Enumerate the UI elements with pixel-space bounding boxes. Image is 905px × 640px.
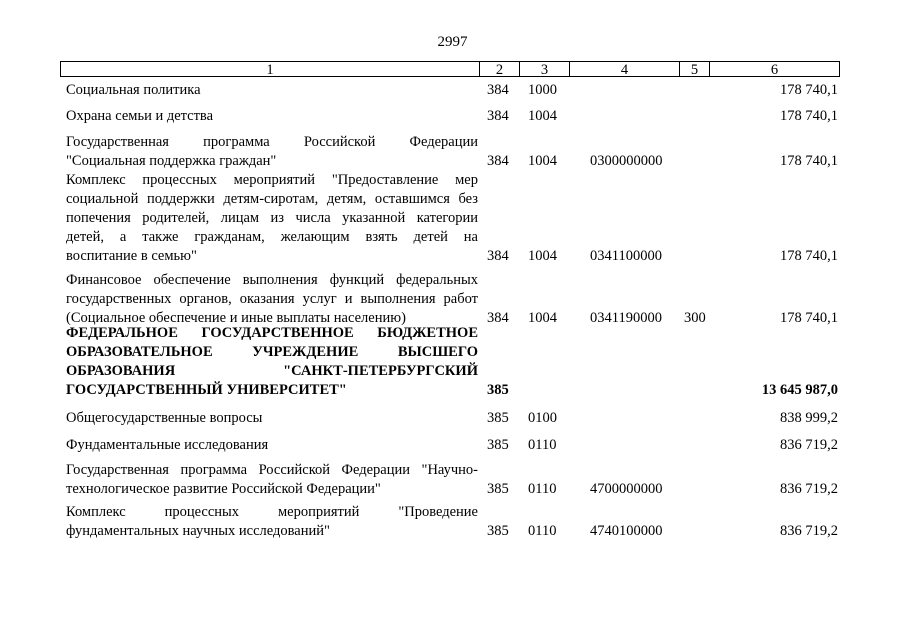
cell-c3: 0110 (528, 523, 557, 539)
cell-c3: 0110 (528, 481, 557, 497)
column-header-5: 5 (680, 61, 710, 77)
cell-c3: 0110 (528, 437, 557, 453)
row-name-line: социальной поддержки детям-сиротам, детям, оставшимся без (66, 191, 478, 207)
cell-c3: 1000 (528, 82, 557, 98)
cell-c3: 1004 (528, 248, 557, 264)
cell-c2: 384 (487, 108, 509, 124)
row-name-line: Социальная политика (66, 82, 201, 98)
row-name (66, 503, 478, 541)
row-name-line: ФЕДЕРАЛЬНОЕ ГОСУДАРСТВЕННОЕ БЮДЖЕТНОЕ (66, 325, 478, 341)
cell-c6: 178 740,1 (780, 248, 838, 264)
cell-c4: 4740100000 (590, 523, 663, 539)
column-header-1: 1 (60, 61, 480, 77)
row-name (66, 107, 478, 126)
row-name-line: Охрана семьи и детства (66, 108, 214, 124)
row-name (66, 461, 478, 499)
row-name-line: государственных органов, оказания услуг и выполнения работ (66, 291, 478, 307)
cell-c6: 178 740,1 (780, 153, 838, 169)
page-number: 2997 (437, 34, 468, 50)
cell-c6: 178 740,1 (780, 82, 838, 98)
cell-c6: 836 719,2 (780, 481, 838, 497)
cell-c2: 385 (487, 481, 509, 497)
row-name-line: технологическое развитие Российской Федерации" (66, 481, 381, 497)
cell-c3: 1004 (528, 310, 557, 326)
table-row (0, 81, 905, 100)
cell-c3: 1004 (528, 108, 557, 124)
cell-c3: 1004 (528, 153, 557, 169)
row-name-line: фундаментальных научных исследований" (66, 523, 330, 539)
row-name-line: ОБРАЗОВАТЕЛЬНОЕ УЧРЕЖДЕНИЕ ВЫСШЕГО (66, 344, 478, 360)
column-header-2: 2 (480, 61, 520, 77)
cell-c6: 836 719,2 (780, 523, 838, 539)
cell-c2: 384 (487, 153, 509, 169)
table-row (0, 271, 905, 328)
table-row (0, 107, 905, 126)
row-name-line: Комплекс процессных мероприятий "Проведение (66, 504, 478, 520)
cell-c4: 4700000000 (590, 481, 663, 497)
table-row (0, 409, 905, 428)
cell-c4: 0300000000 (590, 153, 663, 169)
column-header-4: 4 (570, 61, 680, 77)
cell-c6: 178 740,1 (780, 108, 838, 124)
cell-c6: 13 645 987,0 (761, 382, 838, 398)
row-name-line: "Социальная поддержка граждан" (66, 153, 277, 169)
cell-c6: 836 719,2 (780, 437, 838, 453)
cell-c6: 178 740,1 (780, 310, 838, 326)
row-name-line: ОБРАЗОВАНИЯ "САНКТ-ПЕТЕРБУРГСКИЙ (66, 363, 478, 379)
table-row (0, 324, 905, 400)
row-name-line: Финансовое обеспечение выполнения функций федеральных (66, 272, 478, 288)
cell-c6: 838 999,2 (780, 410, 838, 426)
table-row (0, 436, 905, 455)
cell-c2: 385 (487, 410, 509, 426)
cell-c4: 0341100000 (590, 248, 662, 264)
row-name (66, 436, 478, 455)
row-name-line: Общегосударственные вопросы (66, 410, 263, 426)
column-header-6: 6 (710, 61, 840, 77)
row-name (66, 133, 478, 171)
row-name (66, 324, 478, 400)
cell-c3: 0100 (528, 410, 557, 426)
row-name (66, 271, 478, 328)
table-row (0, 503, 905, 541)
column-header-3: 3 (520, 61, 570, 77)
cell-c4: 0341190000 (590, 310, 662, 326)
cell-c2: 384 (487, 248, 509, 264)
row-name (66, 81, 478, 100)
row-name-line: (Социальное обеспечение и иные выплаты населению) (66, 310, 406, 326)
table-row (0, 133, 905, 171)
table-row (0, 171, 905, 266)
row-name (66, 409, 478, 428)
row-name-line: детей, а также гражданам, желающим взять детей на (66, 229, 478, 245)
cell-c2: 384 (487, 310, 509, 326)
cell-c2: 385 (487, 382, 509, 398)
row-name-line: Фундаментальные исследования (66, 437, 269, 453)
row-name-line: Комплекс процессных мероприятий "Предоставление мер (66, 172, 478, 188)
row-name-line: Государственная программа Российской Федерации "Научно- (66, 462, 478, 478)
row-name-line: воспитание в семью" (66, 248, 197, 264)
cell-c5: 300 (684, 310, 706, 326)
row-name-line: ГОСУДАРСТВЕННЫЙ УНИВЕРСИТЕТ" (66, 382, 347, 398)
table-header (0, 61, 905, 79)
row-name-line: попечения родителей, лицам из числа указанной категории (66, 210, 478, 226)
row-name (66, 171, 478, 266)
cell-c2: 385 (487, 523, 509, 539)
row-name-line: Государственная программа Российской Федерации (66, 134, 478, 150)
cell-c2: 384 (487, 82, 509, 98)
cell-c2: 385 (487, 437, 509, 453)
table-row (0, 461, 905, 499)
